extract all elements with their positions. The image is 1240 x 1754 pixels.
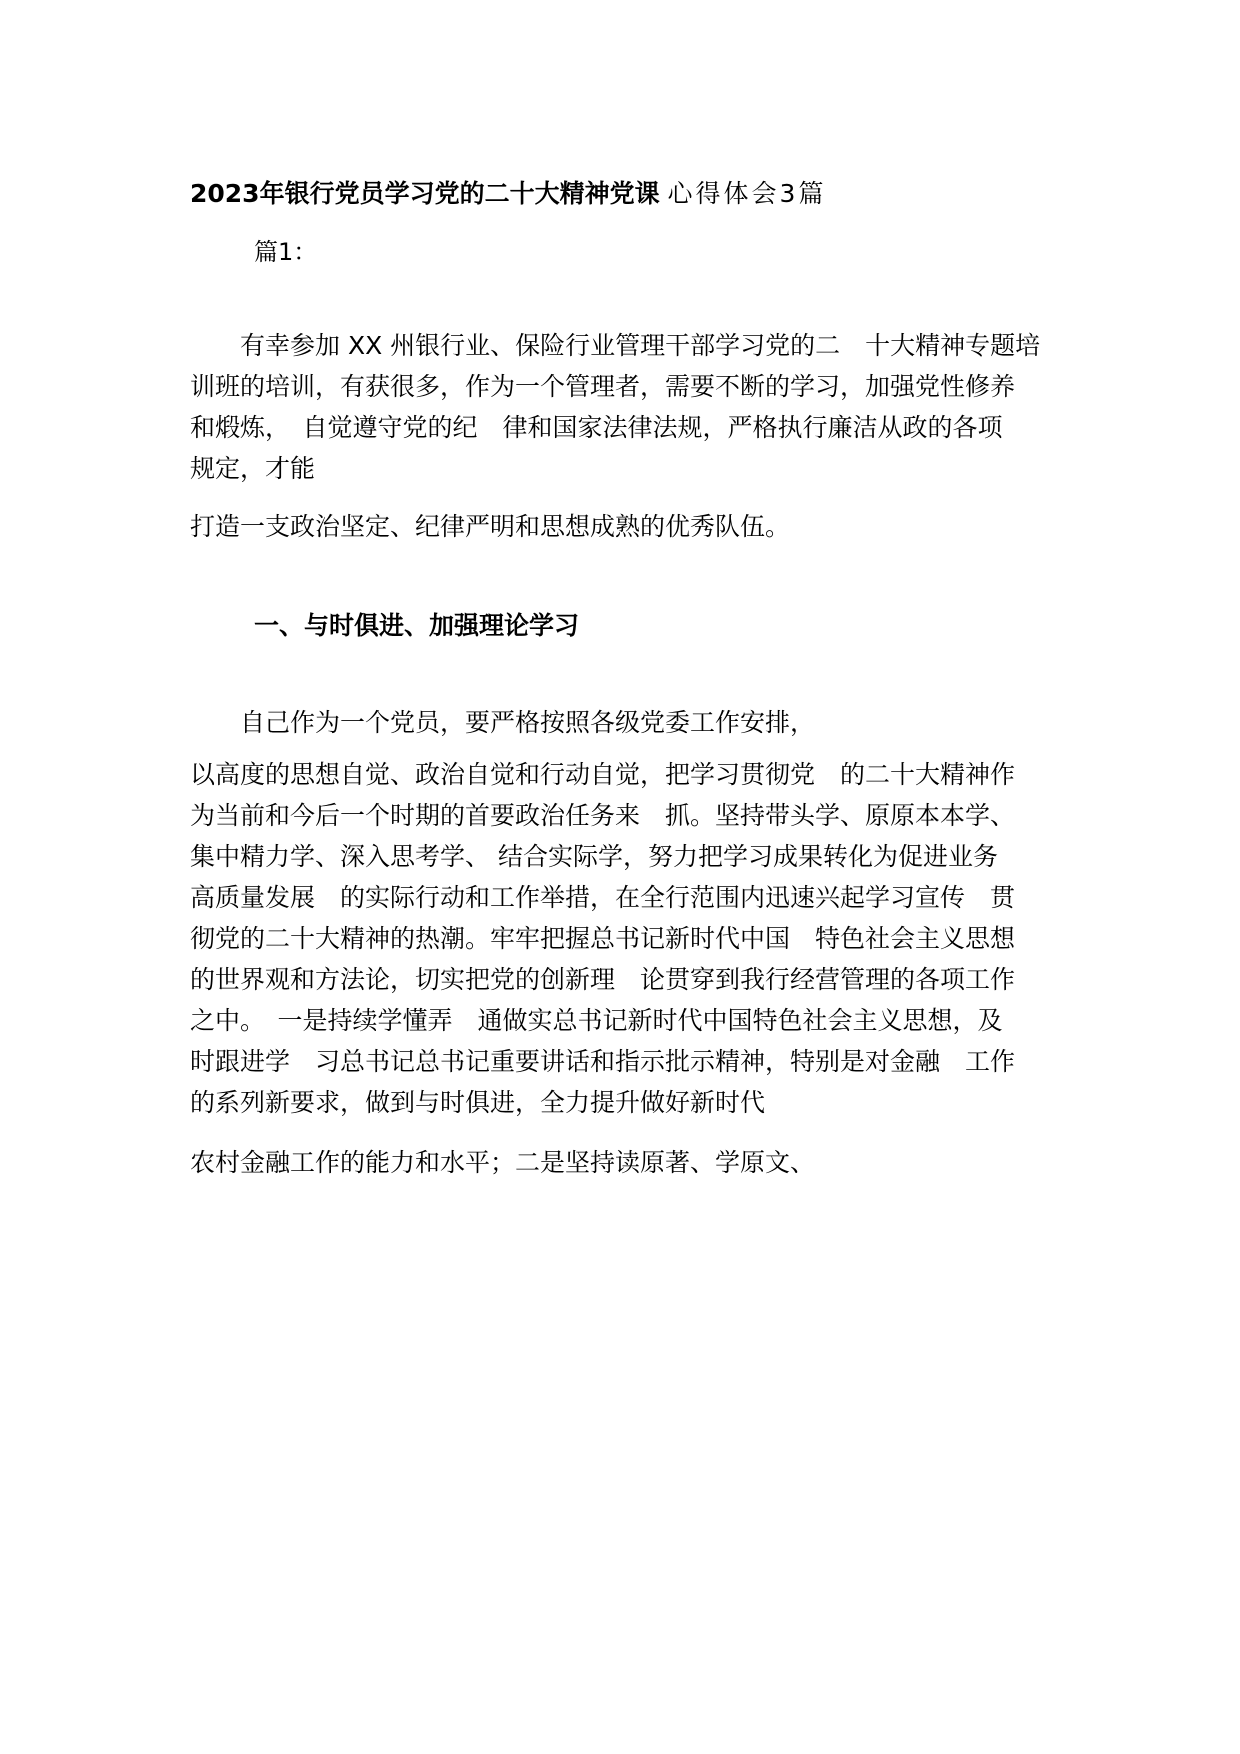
paragraph-line: 时跟进学 习总书记总书记重要讲话和指示批示精神，特别是对金融 工作 — [190, 1047, 1016, 1076]
paragraph-line: 规定，才能 — [190, 454, 316, 483]
paragraph-goal — [190, 506, 1080, 547]
paragraph-line: 训班的培训，有获很多，作为一个管理者，需要不断的学习，加强党性修养 — [190, 372, 1016, 401]
document-title-suffix: 心得体会3篇 — [667, 179, 827, 208]
section-heading: 一、与时俱进、加强理论学习 — [254, 611, 580, 640]
paragraph-section-body — [190, 754, 1080, 1123]
paragraph-line: 集中精力学、深入思考学、 结合实际学，努力把学习成果转化为促进业务 — [190, 842, 998, 871]
paragraph-line: 以高度的思想自觉、政治自觉和行动自觉，把学习贯彻党 的二十大精神作 — [190, 760, 1016, 789]
paragraph-intro — [190, 325, 1080, 489]
paragraph-line: 为当前和今后一个时期的首要政治任务来 抓。坚持带头学、原原本本学、 — [190, 801, 1016, 830]
paragraph-line: 的世界观和方法论，切实把党的创新理 论贯穿到我行经营管理的各项工作 — [190, 965, 1016, 994]
article-label: 篇1： — [254, 238, 318, 266]
paragraph-line: 彻党的二十大精神的热潮。牢牢把握总书记新时代中国 特色社会主义思想 — [190, 924, 1016, 953]
paragraph-section-intro — [190, 702, 1080, 743]
paragraph-continuation — [190, 1142, 1080, 1183]
paragraph-line: 之中。 一是持续学懂弄 通做实总书记新时代中国特色社会主义思想，及 — [190, 1006, 1003, 1035]
paragraph-line: 打造一支政治坚定、纪律严明和思想成熟的优秀队伍。 — [190, 512, 791, 541]
paragraph-line: 和煅炼， 自觉遵守党的纪 律和国家法律法规，严格执行廉洁从政的各项 — [190, 413, 1003, 442]
paragraph-line: 有幸参加 XX 州银行业、保险行业管理干部学习党的二 十大精神专题培 — [190, 331, 1041, 360]
paragraph-line: 自己作为一个党员，要严格按照各级党委工作安排， — [190, 708, 816, 737]
paragraph-line: 的系列新要求，做到与时俱进，全力提升做好新时代 — [190, 1088, 766, 1117]
paragraph-line: 农村金融工作的能力和水平；二是坚持读原著、学原文、 — [190, 1148, 816, 1177]
document-title — [190, 176, 826, 212]
document-title-main: 2023年银行党员学习党的二十大精神党课 — [190, 179, 660, 208]
paragraph-line: 高质量发展 的实际行动和工作举措，在全行范围内迅速兴起学习宣传 贯 — [190, 883, 1016, 912]
